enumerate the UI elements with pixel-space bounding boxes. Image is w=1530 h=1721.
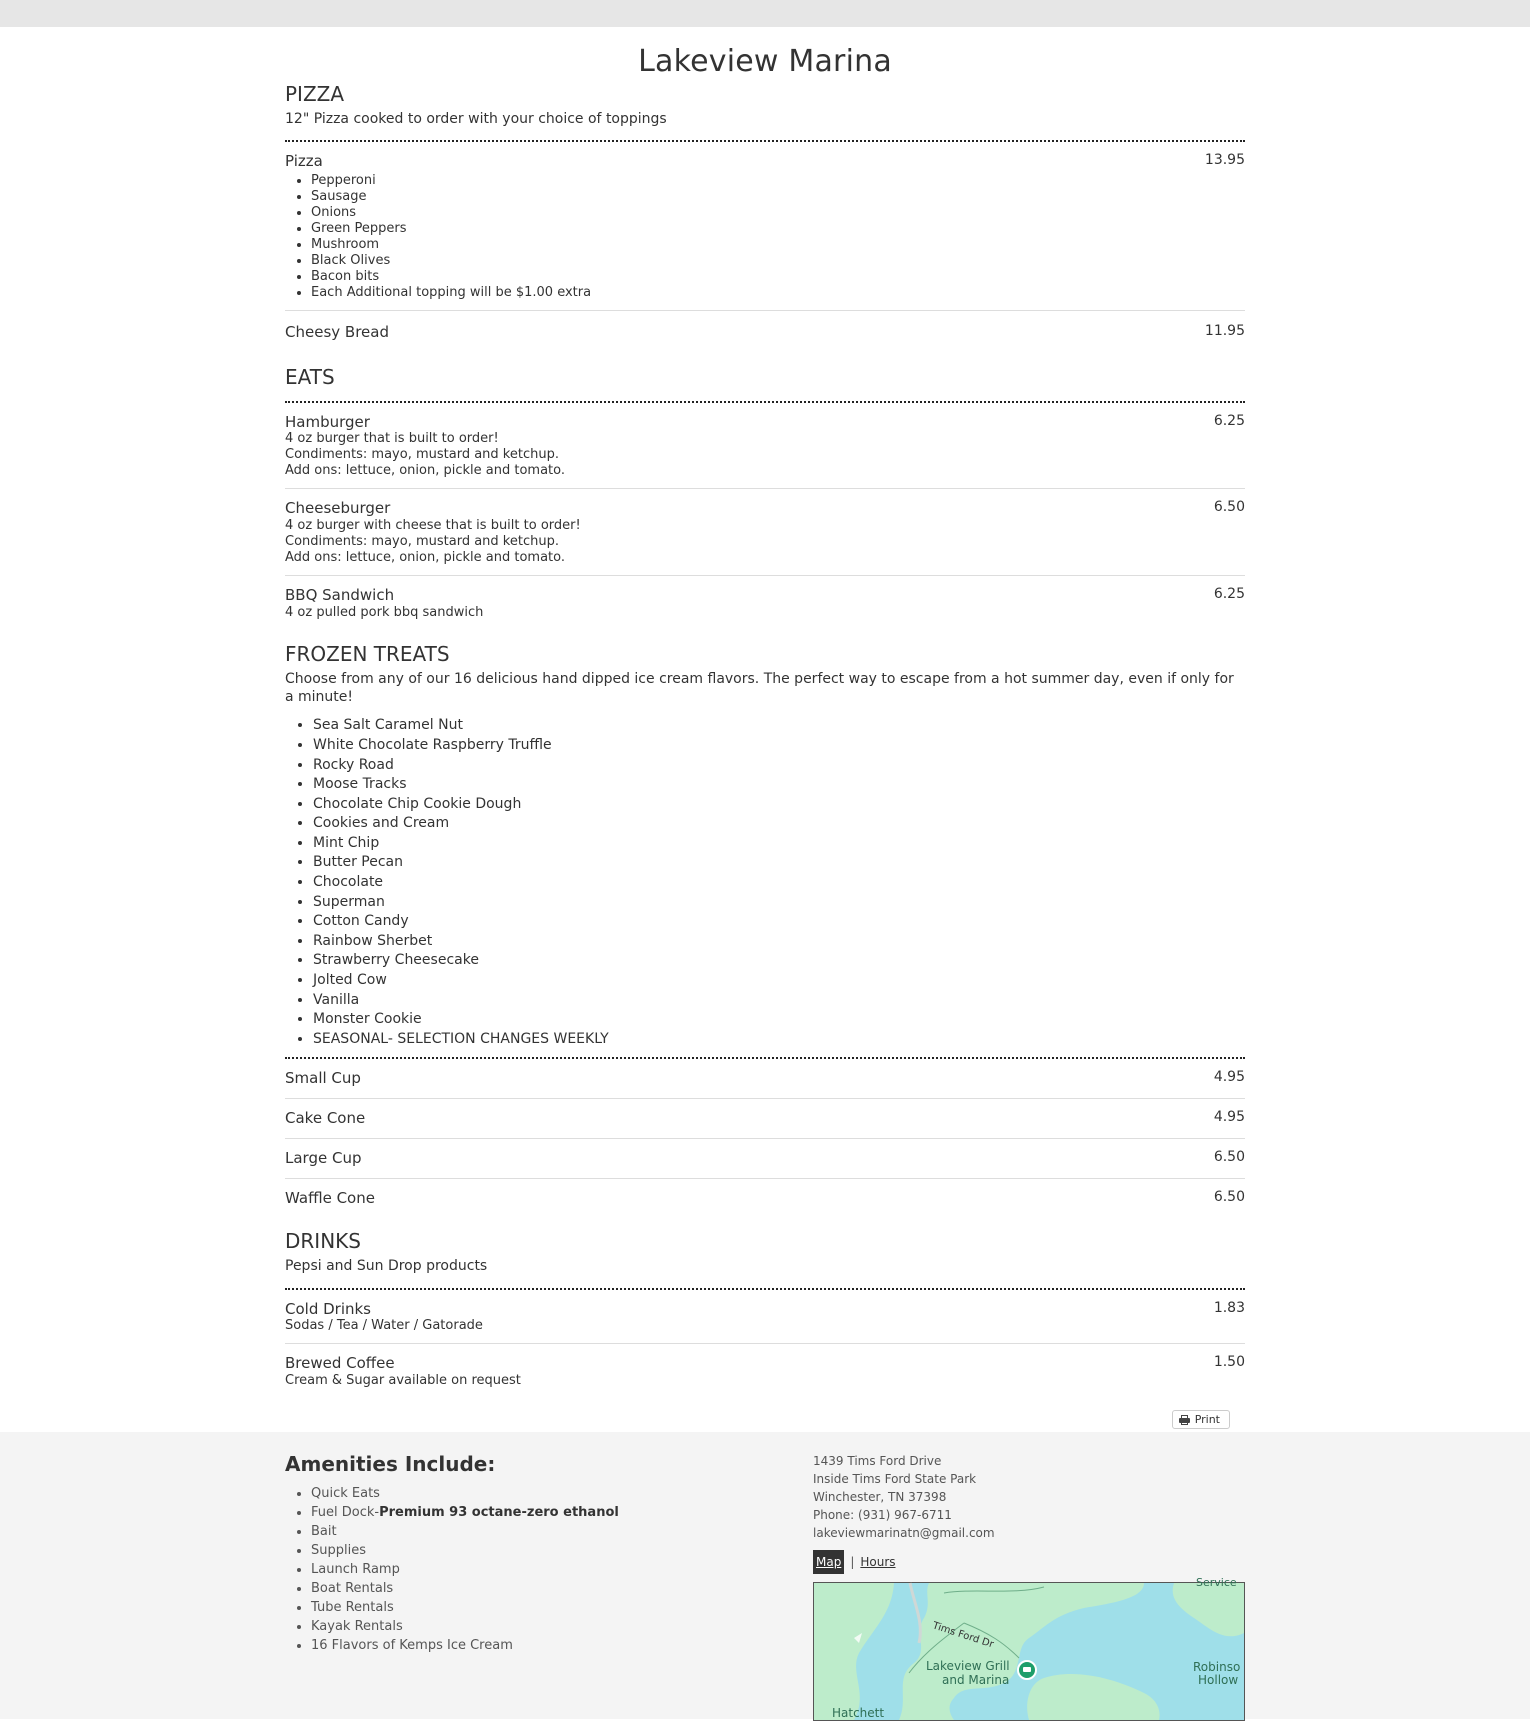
section-description: Pepsi and Sun Drop products — [285, 1258, 488, 1275]
item-name: Pizza — [285, 152, 323, 171]
item-price: 6.50 — [1213, 1148, 1245, 1165]
description-line: Add ons: lettuce, onion, pickle and tomato. — [285, 550, 566, 566]
item-price: 1.50 — [1213, 1354, 1245, 1371]
section-eats — [285, 365, 1245, 630]
list-item: • Green Peppers — [311, 221, 1245, 237]
description-line: 4 oz pulled pork bbq sandwich — [285, 604, 484, 620]
list-item: • Mint Chip — [313, 834, 1245, 854]
menu-item-cake-cone — [285, 1099, 1245, 1139]
map-corner-label: Service — [1196, 1576, 1237, 1589]
menu-item-bbq-sandwich — [285, 576, 1245, 630]
description-line: Cream & Sugar available on request — [285, 1373, 521, 1389]
description-line: Condiments: mayo, mustard and ketchup. — [285, 447, 559, 463]
item-name: Large Cup — [285, 1148, 362, 1167]
item-name: Cold Drinks — [285, 1299, 372, 1318]
map-place-label: Lakeview Grill — [926, 1659, 1010, 1673]
section-title: EATS — [285, 364, 335, 389]
address-line-1: 1439 Tims Ford Drive — [813, 1454, 942, 1468]
item-price: 1.83 — [1213, 1299, 1245, 1316]
contact-info — [813, 1452, 995, 1574]
menu-item-cheesy-bread — [285, 311, 1245, 351]
print-label: Print — [1194, 1413, 1220, 1427]
list-item: • Pepperoni — [311, 173, 1245, 189]
list-item: • Launch Ramp — [311, 1560, 619, 1579]
list-item: • Monster Cookie — [313, 1010, 1245, 1030]
section-description: Choose from any of our 16 delicious hand dipped ice cream flavors. The perfect way to escape from a hot summer day, even if only for a minute! — [285, 670, 1234, 706]
map-bottom-label: Hatchett — [832, 1706, 885, 1720]
item-description — [285, 518, 1245, 566]
list-item — [311, 1503, 619, 1522]
description-line: Add ons: lettuce, onion, pickle and tomato. — [285, 463, 566, 479]
map-road-label: Tims Ford Dr — [931, 1620, 995, 1651]
amenities-title: Amenities Include: — [285, 1452, 496, 1476]
list-item: • Bait — [311, 1522, 619, 1541]
embedded-map[interactable] — [813, 1576, 1245, 1721]
item-name: BBQ Sandwich — [285, 586, 395, 605]
description-line: Sodas / Tea / Water / Gatorade — [285, 1318, 483, 1334]
amenities-list — [285, 1484, 619, 1655]
item-name: Waffle Cone — [285, 1188, 375, 1207]
section-description: 12" Pizza cooked to order with your choice of toppings — [285, 111, 667, 127]
item-description — [285, 1373, 1245, 1389]
item-name: Hamburger — [285, 412, 370, 431]
tab-hours[interactable]: Hours — [860, 1555, 896, 1569]
menu-item-brewed-coffee — [285, 1344, 1245, 1398]
tab-separator: | — [850, 1555, 855, 1569]
item-name: Brewed Coffee — [285, 1354, 395, 1373]
list-item: • White Chocolate Raspberry Truffle — [313, 736, 1245, 756]
list-item: • Supplies — [311, 1541, 619, 1560]
item-price: 6.25 — [1213, 412, 1245, 429]
list-item: • Chocolate Chip Cookie Dough — [313, 795, 1245, 815]
menu-item-large-cup — [285, 1139, 1245, 1179]
list-item: • Quick Eats — [311, 1484, 619, 1503]
section-frozen-treats — [285, 642, 1245, 1217]
amenity-text: Fuel Dock- — [311, 1505, 380, 1520]
top-bar — [0, 0, 1530, 27]
list-item: • Rocky Road — [313, 756, 1245, 776]
section-pizza — [285, 82, 1245, 351]
menu-content — [285, 45, 1245, 1438]
description-line: 4 oz burger with cheese that is built to order! — [285, 518, 581, 534]
address-line-2: Inside Tims Ford State Park — [813, 1472, 977, 1486]
list-item: • SEASONAL- SELECTION CHANGES WEEKLY — [313, 1030, 1245, 1050]
phone: Phone: (931) 967-6711 — [813, 1508, 952, 1522]
item-price: 6.50 — [1213, 1188, 1245, 1205]
list-item: • Moose Tracks — [313, 775, 1245, 795]
menu-item-small-cup — [285, 1059, 1245, 1099]
item-price: 4.95 — [1213, 1109, 1245, 1126]
list-item: • Sea Salt Caramel Nut — [313, 716, 1245, 736]
footer — [0, 1432, 1530, 1719]
list-item: • Mushroom — [311, 237, 1245, 253]
item-name: Cheeseburger — [285, 499, 391, 518]
item-price: 11.95 — [1204, 322, 1245, 339]
list-item: • Chocolate — [313, 873, 1245, 893]
list-item: • Strawberry Cheesecake — [313, 951, 1245, 971]
list-item: • Boat Rentals — [311, 1579, 619, 1598]
city-line: Winchester, TN 37398 — [813, 1490, 947, 1504]
map-canvas[interactable] — [814, 1576, 1244, 1720]
section-title: FROZEN TREATS — [285, 641, 450, 666]
list-item: • Sausage — [311, 189, 1245, 205]
item-price: 6.50 — [1213, 499, 1245, 516]
boat-icon — [1023, 1667, 1031, 1672]
item-name: Cake Cone — [285, 1109, 366, 1128]
section-title: PIZZA — [285, 82, 345, 106]
list-item: • Butter Pecan — [313, 853, 1245, 873]
list-item: • Onions — [311, 205, 1245, 221]
list-item: • Superman — [313, 893, 1245, 913]
flavors-list — [285, 716, 1245, 1049]
menu-item-cold-drinks — [285, 1290, 1245, 1345]
list-item: • Vanilla — [313, 991, 1245, 1011]
list-item: • Each Additional topping will be $1.00 extra — [311, 285, 1245, 301]
map-hollow-label: Hollow — [1198, 1673, 1239, 1687]
toppings-list — [285, 173, 1245, 301]
item-name: Small Cup — [285, 1069, 361, 1088]
list-item: • Kayak Rentals — [311, 1617, 619, 1636]
email-link[interactable]: lakeviewmarinatn@gmail.com — [813, 1526, 995, 1540]
item-price: 6.25 — [1213, 586, 1245, 603]
list-item: • Black Olives — [311, 253, 1245, 269]
menu-item-cheeseburger — [285, 489, 1245, 576]
list-item: • Tube Rentals — [311, 1598, 619, 1617]
section-drinks — [285, 1229, 1245, 1398]
menu-item-waffle-cone — [285, 1179, 1245, 1218]
item-description — [285, 431, 1245, 479]
tab-map[interactable]: Map — [813, 1550, 844, 1574]
description-line: Condiments: mayo, mustard and ketchup. — [285, 534, 559, 550]
list-item: • Rainbow Sherbet — [313, 932, 1245, 952]
section-title: DRINKS — [285, 1229, 361, 1254]
printer-icon — [1179, 1415, 1190, 1425]
menu-item-hamburger — [285, 403, 1245, 490]
item-description — [285, 605, 1245, 621]
map-hollow-label: Robinso — [1193, 1660, 1241, 1674]
list-item: • Jolted Cow — [313, 971, 1245, 991]
page-title: Lakeview Marina — [638, 44, 892, 79]
list-item: • Bacon bits — [311, 269, 1245, 285]
list-item: • Cotton Candy — [313, 912, 1245, 932]
print-button[interactable] — [1172, 1410, 1230, 1429]
item-description — [285, 1318, 1245, 1334]
amenities — [285, 1452, 619, 1655]
menu-item-pizza — [285, 142, 1245, 311]
item-price: 13.95 — [1204, 152, 1245, 169]
location-tabs — [813, 1550, 995, 1574]
map-place-label: and Marina — [942, 1673, 1010, 1687]
item-name: Cheesy Bread — [285, 322, 389, 341]
item-price: 4.95 — [1213, 1069, 1245, 1086]
description-line: 4 oz burger that is built to order! — [285, 431, 499, 447]
list-item: • Cookies and Cream — [313, 814, 1245, 834]
list-item: • 16 Flavors of Kemps Ice Cream — [311, 1636, 619, 1655]
amenity-bold-text: Premium 93 octane-zero ethanol — [379, 1505, 619, 1520]
